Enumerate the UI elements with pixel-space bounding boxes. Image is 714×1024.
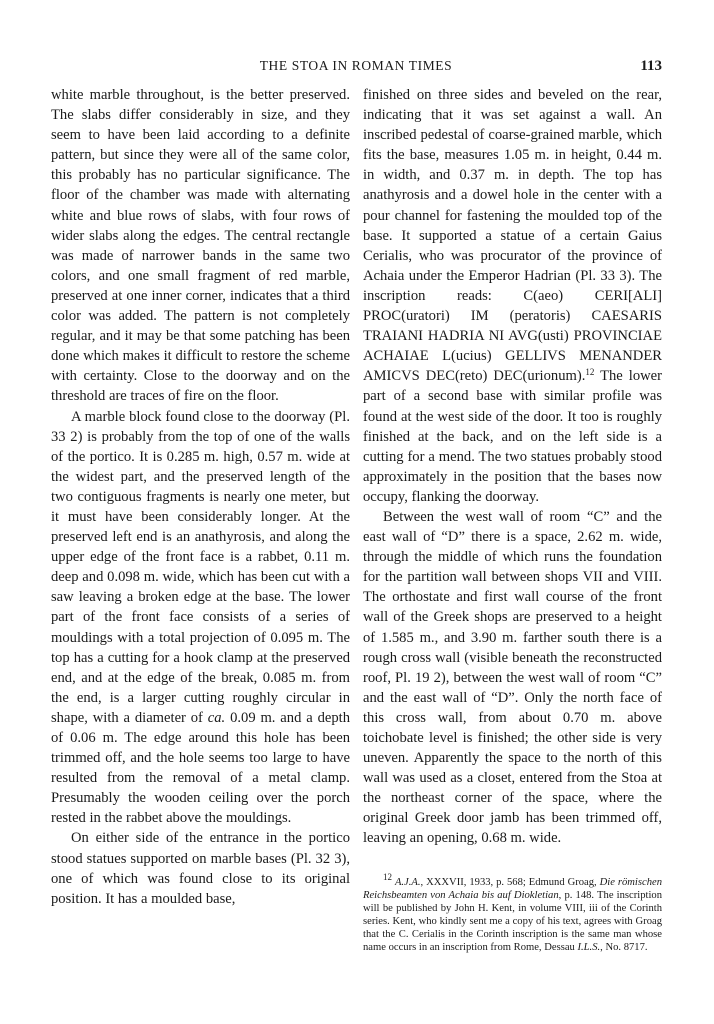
left-column (51, 85, 350, 909)
page-header (50, 58, 662, 80)
paragraph-marble-block (51, 407, 350, 829)
page-number: 113 (640, 58, 662, 74)
footnote-text (363, 872, 662, 954)
ils-abbreviation: I.L.S. (577, 941, 601, 953)
running-title: THE STOA IN ROMAN TIMES (259, 58, 453, 73)
journal-abbreviation: A.J.A. (394, 877, 421, 888)
footnote-text-part: , No. 8717. (600, 941, 648, 953)
paragraph-text: finished on three sides and beveled on the rear, indicating that it was set against a wall. An inscribed pedestal of coarse-grained marble, which fits the base, measures 1.05 m. in height, 0.44 m. in width, and 0.37 m. in depth. The top has anathyrosis and a dowel hole in the center with a pour channel for fastening the moulded top of the base. It supported a statue of a certain Gaius Cerialis, who was procurator of the province of Achaia under the Emperor Hadrian (Pl. 33 3). The inscription reads: C(aeo) CERI[ALI] PROC(uratori) IM (peratoris) CAESARIS TRAIANI HADRIA NI AVG(usti) PROVINCIAE ACHAIAE L(ucius) GELLIVS MENANDER AMICVS DEC(reto) DEC(urionum). (363, 87, 662, 385)
footnote-text-part: , XXXVII, 1933, p. 568; Edmund Groag, (420, 877, 600, 888)
paragraph-text: The lower part of a second base with similar profile was found at the west side of the door. It too is roughly finished at the back, and on the left side is a cutting for a mend. The two statues probably stood approximately in the position that the bases now occupy, flanking the doorway. (363, 368, 662, 505)
paragraph-closet: Between the west wall of room “C” and the east wall of “D” there is a space, 2.62 m. wide, through the middle of which runs the foundation for the partition wall between shops VII and VIII. The orthostate and first wall course of the front wall of the Greek shops are preserved to a height of 1.585 m., and 3.90 m. farther south there is a rough cross wall (visible beneath the reconstructed roof, Pl. 19 2), between the west wall of room “C” and the east wall of “D”. Only the north face of this cross wall, from about 0.70 m. above toichobate level is finished; the other side is very uneven. Apparently the space to the north of this wall was used as a closet, entered from the Stoa at the northeast corner of the space, where the original Greek door jamb has been trimmed off, leaving an opening, 0.68 m. wide. (363, 508, 662, 847)
footnote (363, 872, 662, 954)
italic-abbreviation: ca. (207, 709, 226, 726)
paragraph-inscription (363, 85, 662, 507)
paragraph-text: 0.09 m. and a depth of 0.06 m. The edge around this hole has been trimmed off, and the hole seems too large to have resulted from the removal of a metal clamp. Presumably the wooden ceiling over the porch rested in the rabbet above the mouldings. (51, 709, 350, 827)
book-title: Die römischen Reichsbeamten von Achaia bis auf Diokletian (363, 877, 662, 901)
paragraph-statues: On either side of the entrance in the portico stood statues supported on marble bases (Pl. 32 3), one of which was found close to its original position. It has a moulded base, (51, 830, 350, 907)
paragraph-floor-description: white marble throughout, is the better preserved. The slabs differ considerably in size, and they seem to have been laid according to a definite pattern, but since they were all of the same color, this probably has no particular significance. The floor of the chamber was made with alternating white and blue rows of slabs, with four rows of wider slabs along the edges. The central rectangle was made of narrower bands in the same two colors, and one small fragment of red marble, preserved at one inner corner, indicates that a third color was added. The pattern is not completely regular, and it may be that some patching has been done which makes it difficult to restore the scheme with certainty. Close to the doorway and on the threshold are traces of fire on the floor. (51, 87, 350, 405)
footnote-number: 12 (383, 872, 392, 882)
footnote-marker: 12 (585, 367, 595, 378)
paragraph-text: A marble block found close to the doorway (Pl. 33 2) is probably from the top of one of the walls of the portico. It is 0.285 m. high, 0.57 m. wide at the widest part, and the preserved length of the two contiguous fragments is nearly one meter, but it must have been considerably longer. At the preserved left end is an anathyrosis, and along the upper edge of the front face is a rabbet, 0.11 m. deep and 0.098 m. wide, which has been cut with a saw leaving a broken edge at the base. The lower part of the front face consists of a series of mouldings with a total projection of 0.095 m. The top has a cutting for a hook clamp at the preserved end, and at the edge of the break, 0.085 m. from the end, is a larger cutting roughly circular in shape, with a diameter of (51, 408, 350, 726)
right-column (363, 85, 662, 849)
footnote-text-part: , p. 148. The inscription will be published by John H. Kent, in volume VIII, iii of the Corinth series. Kent, who kindly sent me a copy of his text, agrees with Groag that the C. Cerialis in the Corinth inscription is the same man whose name occurs in an inscription from Rome, Dessau (363, 889, 662, 953)
